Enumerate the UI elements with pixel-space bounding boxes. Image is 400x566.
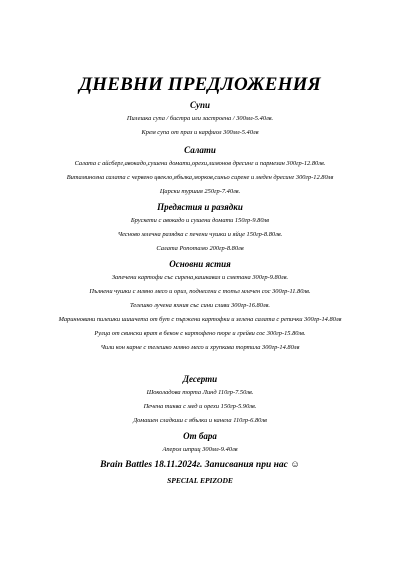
menu-item: Чесново млечна разядка с печени чушки и яйце 150гр-8.80лв.	[117, 231, 283, 238]
menu-item: Печена тиква с мед и орехи 150гр-5.90лв.	[143, 403, 257, 410]
menu-item: Крем супа от праз и карфиол 300мл-5.40лв	[141, 129, 259, 136]
menu-item: Аперол шприц 300мл-9.40лв	[162, 446, 238, 453]
menu-item: Брускети с авокадо и сушени домати 150гр-9.80лв	[130, 217, 270, 224]
menu-item: Царски туршия 250гр-7.40лв.	[159, 188, 241, 195]
page-title: ДНЕВНИ ПРЕДЛОЖЕНИЯ	[79, 74, 321, 95]
menu-item: Пилешка супа / бистра или застроена / 300мл-5.40лв.	[126, 115, 274, 122]
menu-item: Чили кон карне с телешко мляно месо и хрупкава тортила 300гр-14.80лв	[100, 344, 300, 351]
menu-item: Домашен сладкиш с ябълки и канела 110гр-6.80лв	[133, 417, 267, 424]
section-title-starters: Предястия и разядки	[157, 202, 243, 212]
menu-item: Запечени картофи със сирена,кашкавал и сметана 300гр-9.80лв.	[111, 274, 289, 281]
menu-item: Витаминозна салата с червено цвекло,ябълка,морков,синьо сирене и меден дресинг 300гр-12.80лв	[66, 174, 334, 181]
menu-content	[0, 100, 400, 485]
section-title-bar: От бара	[183, 431, 217, 441]
special-episode-label: SPECIAL EPIZODE	[167, 476, 233, 485]
menu-item: Маринновани пилешки шишчета от бут с пържени картофки и зелена салата с репички 300гр-14.80лв	[58, 316, 342, 323]
menu-item: Телешко лучена яхния със сини сливи 300гр-16.80лв.	[129, 302, 271, 309]
menu-item: Рулца от свински врат в бекон с картофено пюре и грейви сос 300гр-15.80лв.	[94, 330, 306, 337]
menu-item: Салата Ропотамо 200гр-8.80лв	[156, 245, 244, 252]
menu-item: Салата с айсберг,авокадо,сушени домати,орехи,лимонов дресинг и пармезан 300гр-12.80лв.	[74, 160, 326, 167]
section-title-soups: Супи	[189, 100, 210, 110]
section-title-mains: Основни ястия	[169, 259, 231, 269]
event-announcement: Brain Battles 18.11.2024г. Записвания при нас ☺	[100, 460, 300, 470]
section-title-desserts: Десерти	[182, 374, 218, 384]
menu-item: Пълнени чушки с мляно месо и ориз, поднесени с топъл млечен сос 300гр-11.80лв.	[89, 288, 311, 295]
menu-item: Шоколадова торта Линд 110гр-7.50лв.	[146, 389, 254, 396]
section-title-salads: Салати	[184, 145, 216, 155]
